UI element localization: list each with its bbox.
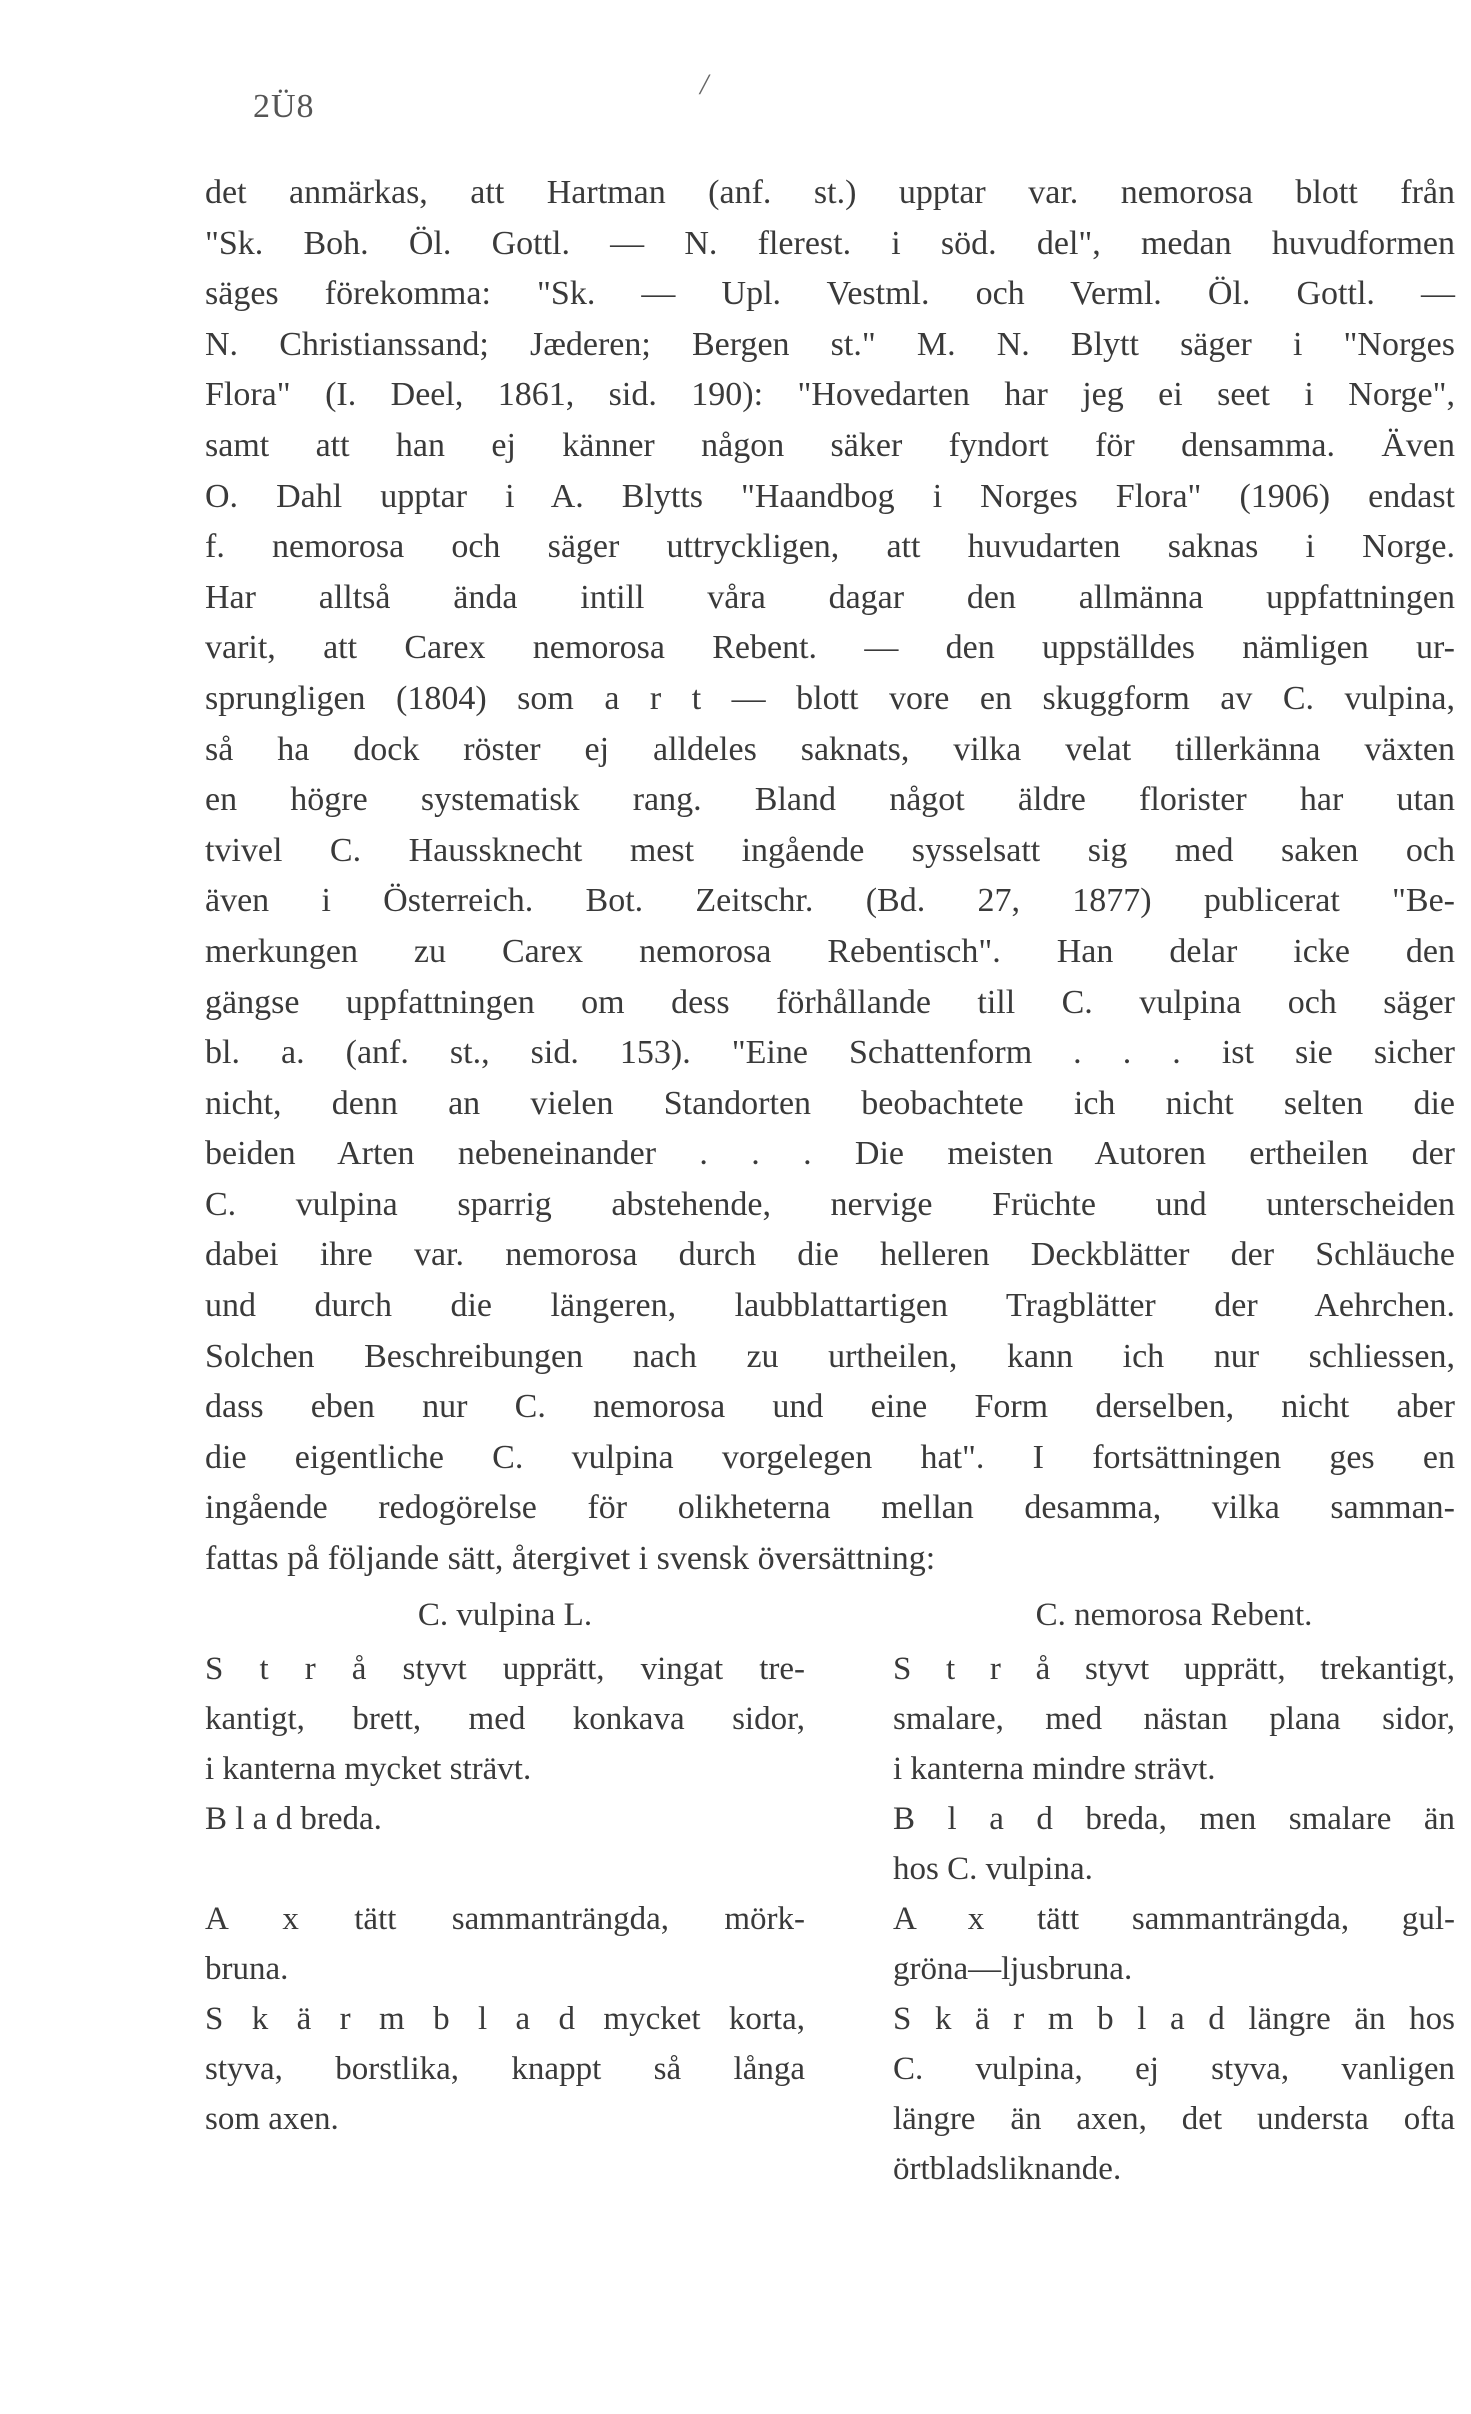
column-heading-c-nemorosa: C. nemorosa Rebent.	[1035, 1597, 1313, 1633]
column-line: smalare, med nästan plana sidor,	[893, 1701, 1455, 1737]
column-line: bruna.	[205, 1951, 289, 1987]
column-line: örtbladsliknande.	[893, 2151, 1122, 2187]
text-line: dass eben nur C. nemorosa und eine Form derselben, nicht aber	[205, 1388, 1455, 1426]
text-line: det anmärkas, att Hartman (anf. st.) upptar var. nemorosa blott från	[205, 174, 1455, 211]
text-line: O. Dahl upptar i A. Blytts "Haandbog i Norges Flora" (1906) endast	[205, 477, 1455, 515]
column-c-nemorosa	[893, 1590, 1455, 2194]
text-line: f. nemorosa och säger uttryckligen, att huvudarten saknas i Norge.	[205, 528, 1455, 566]
column-line: hos C. vulpina.	[893, 1851, 1093, 1887]
text-line: varit, att Carex nemorosa Rebent. — den uppställdes nämligen ur-	[205, 629, 1455, 667]
column-line: längre än axen, det understa ofta	[893, 2101, 1455, 2137]
column-line: kantigt, brett, med konkava sidor,	[205, 1701, 805, 1737]
column-line: A x tätt sammanträngda, mörk-	[205, 1901, 805, 1937]
text-line: samt att han ej känner någon säker fyndort för densamma. Även	[205, 426, 1455, 464]
text-line: så ha dock röster ej alldeles saknats, vilka velat tillerkänna växten	[205, 730, 1455, 768]
text-line: dabei ihre var. nemorosa durch die helleren Deckblätter der Schläuche	[205, 1236, 1455, 1274]
column-line: i kanterna mycket strävt.	[205, 1751, 532, 1787]
column-line: B l a d breda, men smalare än	[893, 1801, 1455, 1837]
column-line: S k ä r m b l a d mycket korta,	[205, 2001, 805, 2037]
column-line: S t r å styvt upprätt, vingat tre-	[205, 1651, 805, 1687]
column-line: i kanterna mindre strävt.	[893, 1751, 1216, 1787]
column-line: C. vulpina, ej styva, vanligen	[893, 2051, 1455, 2087]
text-line: fattas på följande sätt, återgivet i svensk översättning:	[205, 1540, 936, 1578]
column-line: gröna—ljusbruna.	[893, 1951, 1133, 1987]
column-line: styva, borstlika, knappt så långa	[205, 2051, 805, 2087]
column-line: S t r å styvt upprätt, trekantigt,	[893, 1651, 1455, 1687]
column-heading-c-vulpina: C. vulpina L.	[417, 1597, 593, 1633]
column-line: som axen.	[205, 2101, 339, 2137]
text-line: "Sk. Boh. Öl. Gottl. — N. flerest. i söd. del", medan huvudformen	[205, 224, 1455, 262]
text-line: nicht, denn an vielen Standorten beobachtete ich nicht selten die	[205, 1084, 1455, 1122]
column-line: S k ä r m b l a d längre än hos	[893, 2001, 1455, 2037]
text-line: säges förekomma: "Sk. — Upl. Vestml. och Verml. Öl. Gottl. —	[205, 275, 1455, 313]
text-line: sprungligen (1804) som a r t — blott vore en skuggform av C. vulpina,	[205, 679, 1455, 717]
text-line: merkungen zu Carex nemorosa Rebentisch". Han delar icke den	[205, 932, 1455, 970]
text-line: även i Österreich. Bot. Zeitschr. (Bd. 27, 1877) publicerat "Be-	[205, 882, 1455, 920]
text-line: Har alltså ända intill våra dagar den allmänna uppfattningen	[205, 578, 1455, 616]
text-line: en högre systematisk rang. Bland något äldre florister har utan	[205, 781, 1455, 819]
text-line: die eigentliche C. vulpina vorgelegen hat". I fortsättningen ges en	[205, 1438, 1455, 1476]
column-line	[205, 1844, 805, 1894]
text-line: beiden Arten nebeneinander . . . Die meisten Autoren ertheilen der	[205, 1135, 1455, 1173]
text-line: C. vulpina sparrig abstehende, nervige Früchte und unterscheiden	[205, 1185, 1455, 1223]
text-line: und durch die längeren, laubblattartigen Tragblätter der Aehrchen.	[205, 1287, 1455, 1325]
column-line: B l a d breda.	[205, 1801, 382, 1837]
page-number: 2Ü8	[253, 88, 315, 125]
text-line: bl. a. (anf. st., sid. 153). "Eine Schattenform . . . ist sie sicher	[205, 1034, 1455, 1072]
text-line: ingående redogörelse för olikheterna mellan desamma, vilka samman-	[205, 1489, 1455, 1527]
body-paragraph	[205, 168, 1455, 1585]
text-line: Solchen Beschreibungen nach zu urtheilen, kann ich nur schliessen,	[205, 1337, 1455, 1375]
column-line: A x tätt sammanträngda, gul-	[893, 1901, 1455, 1937]
text-line: Flora" (I. Deel, 1861, sid. 190): "Hovedarten har jeg ei seet i Norge",	[205, 376, 1455, 414]
column-c-vulpina	[205, 1590, 805, 2144]
text-line: N. Christianssand; Jæderen; Bergen st." M. N. Blytt säger i "Norges	[205, 325, 1455, 363]
text-line: gängse uppfattningen om dess förhållande till C. vulpina och säger	[205, 983, 1455, 1021]
text-line: tvivel C. Haussknecht mest ingående sysselsatt sig med saken och	[205, 831, 1455, 869]
page-mark: /	[700, 68, 709, 101]
